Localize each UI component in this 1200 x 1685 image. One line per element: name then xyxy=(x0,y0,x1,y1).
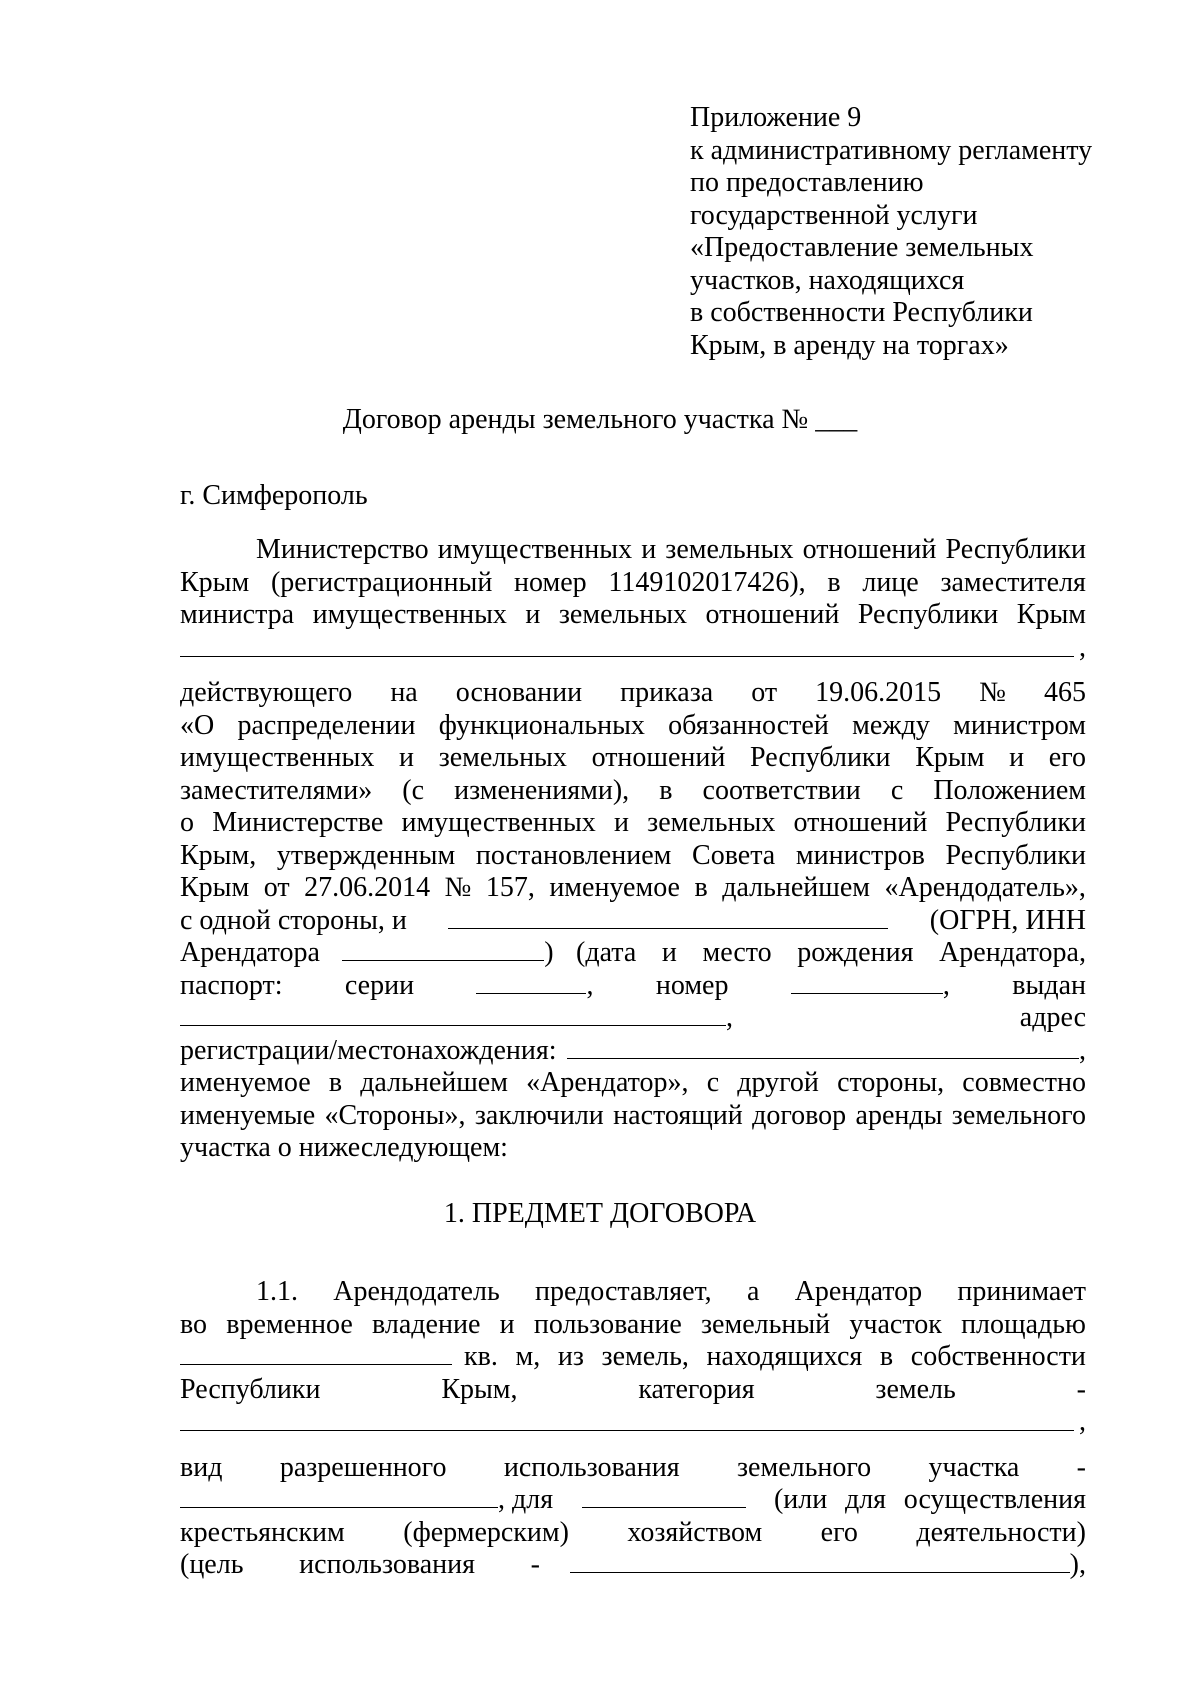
area-blank xyxy=(180,1342,452,1365)
word: от xyxy=(263,872,290,903)
word: 465 xyxy=(1043,677,1086,708)
word: Крым xyxy=(915,742,985,773)
word: договор xyxy=(752,1099,847,1131)
word: участка xyxy=(928,1451,1020,1483)
word: пользование xyxy=(533,1308,682,1340)
word: «Арендодатель», xyxy=(884,872,1086,903)
purpose-blank xyxy=(582,1485,746,1508)
word: и xyxy=(399,742,414,773)
word: временное xyxy=(226,1308,353,1340)
word: совместно xyxy=(962,1067,1086,1098)
word: именуемое xyxy=(549,872,680,903)
text-line xyxy=(180,534,1086,567)
word: и xyxy=(1009,742,1025,773)
word: министром xyxy=(953,709,1086,741)
word: Министерство xyxy=(256,534,429,565)
text-line xyxy=(180,1341,1086,1374)
word: площадью xyxy=(961,1308,1086,1340)
text-line xyxy=(180,1549,1086,1582)
word: предоставляет, xyxy=(535,1276,712,1307)
word: на xyxy=(390,677,418,708)
word: функциональных xyxy=(438,709,645,741)
city: г. Симферополь xyxy=(180,480,368,511)
word: соответствии xyxy=(702,774,861,806)
word: земельного xyxy=(737,1451,872,1483)
text-line xyxy=(180,937,1086,970)
word: Республики xyxy=(945,839,1086,871)
word: Арендатор xyxy=(794,1276,923,1307)
punctuation: , xyxy=(1079,1406,1086,1437)
word: Арендатора, xyxy=(939,937,1086,968)
word: заместителя xyxy=(940,566,1086,598)
appendix-line: Приложение 9 xyxy=(690,102,862,133)
text-segment xyxy=(180,1549,540,1582)
word: вид xyxy=(180,1451,223,1483)
word: и xyxy=(499,1308,515,1340)
word: распределении xyxy=(237,709,416,741)
word: - xyxy=(1076,1373,1086,1405)
word: земель, xyxy=(601,1341,689,1372)
word: для xyxy=(844,1484,887,1515)
word: между xyxy=(852,709,930,741)
word: во xyxy=(180,1308,208,1340)
word: именуемые xyxy=(180,1099,316,1131)
word: Арендодатель xyxy=(333,1276,500,1307)
word: Крым, xyxy=(180,839,257,871)
word: именуемое xyxy=(180,1067,311,1098)
appendix-line: «Предоставление земельных xyxy=(690,232,1034,263)
word: земельных xyxy=(558,599,688,630)
text-line xyxy=(180,1517,1086,1550)
word: постановлением xyxy=(475,839,672,871)
text-segment: с одной стороны, и xyxy=(180,904,407,936)
word: действующего xyxy=(180,677,353,708)
word: земельный xyxy=(701,1308,831,1340)
word: о xyxy=(180,807,194,838)
word: его xyxy=(820,1516,858,1548)
tenant-ogrn-blank xyxy=(342,938,544,961)
word: осуществления xyxy=(903,1484,1086,1515)
word: 157, xyxy=(485,872,535,903)
word: - xyxy=(1076,1451,1086,1483)
word: Положением xyxy=(933,774,1086,806)
word: земельных xyxy=(647,807,776,838)
passport-series-blank xyxy=(476,971,586,994)
text-segment: серии xyxy=(344,969,415,1001)
word: деятельности) xyxy=(916,1516,1086,1548)
word: находящихся xyxy=(706,1341,863,1372)
use-purpose-blank xyxy=(570,1550,1070,1573)
appendix-header xyxy=(690,102,1110,362)
word: в xyxy=(827,566,841,598)
word: земель xyxy=(875,1373,956,1405)
word: - xyxy=(530,1549,540,1580)
word: аренды xyxy=(855,1099,943,1131)
text-segment: , для xyxy=(498,1484,554,1515)
word: Министерстве xyxy=(212,807,384,838)
word: земельных xyxy=(438,742,567,773)
text-line xyxy=(180,1035,1086,1068)
word: имущественных xyxy=(180,742,375,773)
word: использования xyxy=(299,1549,475,1580)
word: (или xyxy=(773,1484,828,1515)
word: участок xyxy=(849,1308,942,1340)
punctuation: , xyxy=(586,969,594,1001)
punctuation: , xyxy=(726,1002,733,1033)
text-line xyxy=(180,905,1086,938)
word: 19.06.2015 xyxy=(815,677,942,708)
word: имущественных xyxy=(401,807,596,838)
word: и xyxy=(661,937,677,968)
text-line xyxy=(180,807,1086,840)
word: крестьянским xyxy=(180,1516,345,1548)
word: дальнейшем xyxy=(722,872,870,903)
word: обязанностей xyxy=(668,709,829,741)
text-line xyxy=(180,872,1086,905)
text-line xyxy=(180,677,1086,710)
text-segment xyxy=(774,1484,1086,1517)
word: заместителями» xyxy=(180,774,373,806)
word: министра xyxy=(180,599,295,630)
word: отношений xyxy=(802,534,937,565)
word: в xyxy=(879,1341,894,1372)
punctuation: ) xyxy=(544,937,554,968)
word: из xyxy=(557,1341,584,1372)
word: Республики xyxy=(750,742,891,773)
word: Республики xyxy=(180,1373,321,1405)
word: № xyxy=(444,872,472,903)
blank-rule xyxy=(180,656,1074,657)
text-line xyxy=(180,970,1086,1003)
word: и xyxy=(613,807,629,838)
word: место xyxy=(702,937,772,968)
text-line xyxy=(180,1452,1086,1485)
word: имущественных xyxy=(437,534,633,565)
word: м, xyxy=(515,1341,541,1372)
text-line xyxy=(180,742,1086,775)
blank-rule xyxy=(180,1430,1074,1431)
word: стороны, xyxy=(837,1067,945,1098)
text-line xyxy=(180,840,1086,873)
land-category-blank xyxy=(180,1406,1086,1439)
word: (с xyxy=(402,774,425,806)
document-title: Договор аренды земельного участка № ___ xyxy=(342,404,858,435)
punctuation: ), xyxy=(1069,1549,1086,1580)
word: (регистрационный xyxy=(270,566,493,598)
text-line xyxy=(180,1484,1086,1517)
punctuation: , xyxy=(942,969,950,1001)
text-line xyxy=(180,1100,1086,1133)
word: (дата xyxy=(576,937,637,968)
appendix-line: к административному регламенту xyxy=(690,134,1093,166)
word: 1.1. xyxy=(256,1276,298,1307)
word: министров xyxy=(795,839,925,871)
word: Республики xyxy=(945,534,1086,565)
word: настоящий xyxy=(613,1099,743,1131)
text-line xyxy=(180,1067,1086,1100)
text-line xyxy=(180,1309,1086,1342)
word: отношений xyxy=(705,599,840,630)
word: Крым, xyxy=(441,1373,518,1405)
word: дальнейшем xyxy=(360,1067,508,1098)
word: с xyxy=(890,774,904,806)
word: «Арендатор», xyxy=(526,1067,689,1098)
section-1-body xyxy=(180,1276,1086,1582)
word: лице xyxy=(862,566,919,598)
word: владение xyxy=(372,1308,481,1340)
appendix-line: по предоставлению xyxy=(690,167,924,198)
word: рождения xyxy=(797,937,914,968)
word: его xyxy=(1048,742,1086,773)
word: и xyxy=(641,534,657,565)
word: утвержденным xyxy=(276,839,456,871)
text-segment: (ОГРН, ИНН xyxy=(929,904,1086,936)
word: в xyxy=(328,1067,343,1098)
word: Крым xyxy=(1016,599,1086,630)
word: а xyxy=(746,1276,760,1307)
text-segment: участка о нижеследующем: xyxy=(180,1132,508,1163)
text-segment: номер xyxy=(655,969,729,1001)
section-title: 1. ПРЕДМЕТ ДОГОВОРА xyxy=(443,1198,757,1229)
contract-preamble xyxy=(180,534,1086,1165)
word: в xyxy=(659,774,673,806)
appendix-line: государственной услуги xyxy=(690,199,978,231)
punctuation: , xyxy=(1079,1034,1086,1066)
text-segment: регистрации/местонахождения: xyxy=(180,1034,557,1066)
passport-issuer-blank xyxy=(180,1003,726,1026)
word: «Стороны», xyxy=(324,1099,466,1131)
word: (фермерским) xyxy=(403,1516,569,1548)
word: Совета xyxy=(692,839,776,871)
deputy-name-blank xyxy=(180,632,1086,665)
word: приказа xyxy=(620,677,714,708)
text-line xyxy=(180,567,1086,600)
appendix-line: в собственности Республики xyxy=(690,297,1033,328)
text-segment: паспорт: xyxy=(180,969,283,1001)
word: 1149102017426), xyxy=(608,566,806,598)
text-line xyxy=(180,710,1086,743)
passport-number-blank xyxy=(791,971,943,994)
word: основании xyxy=(455,677,583,708)
word: разрешенного xyxy=(279,1451,447,1483)
word: Республики xyxy=(857,599,999,630)
word: хозяйством xyxy=(627,1516,763,1548)
word: номер xyxy=(514,566,587,598)
permitted-use-blank xyxy=(180,1485,498,1508)
word: Республики xyxy=(945,807,1086,838)
appendix-line: участков, находящихся xyxy=(690,264,965,296)
word: и xyxy=(525,599,541,630)
text-segment: Арендатора xyxy=(180,937,320,968)
word: принимает xyxy=(957,1276,1086,1307)
appendix-line: Крым, в аренду на торгах» xyxy=(690,329,1009,361)
text-line xyxy=(180,1374,1086,1407)
text-line xyxy=(180,1276,1086,1309)
text-line xyxy=(180,1132,1086,1165)
word: в xyxy=(694,872,708,903)
word: от xyxy=(751,677,778,708)
word: изменениями), xyxy=(454,774,630,806)
word: другой xyxy=(737,1067,819,1098)
punctuation: , xyxy=(1079,631,1086,663)
text-line xyxy=(180,1002,1086,1035)
word: заключили xyxy=(474,1099,604,1131)
word: категория xyxy=(638,1373,755,1405)
word: земельного xyxy=(951,1099,1086,1131)
word: использования xyxy=(503,1451,680,1483)
text-line xyxy=(180,599,1086,632)
word: Крым xyxy=(180,872,250,903)
word: имущественных xyxy=(312,599,507,630)
word: 27.06.2014 xyxy=(304,872,431,903)
word: кв. xyxy=(464,1341,498,1372)
tenant-name-blank xyxy=(448,906,888,929)
word: (цель xyxy=(180,1549,244,1580)
text-segment: выдан xyxy=(1012,969,1086,1001)
word: «О xyxy=(180,709,215,741)
word: с xyxy=(706,1067,720,1098)
registration-address-blank xyxy=(567,1036,1079,1059)
word: собственности xyxy=(910,1341,1086,1372)
text-segment xyxy=(464,1341,1086,1374)
text-line xyxy=(180,775,1086,808)
word: Крым xyxy=(180,566,250,598)
word: № xyxy=(979,677,1006,708)
word: отношений xyxy=(591,742,726,773)
word: отношений xyxy=(793,807,928,838)
text-segment: адрес xyxy=(1019,1002,1086,1033)
word: земельных xyxy=(665,534,794,565)
text-segment xyxy=(576,937,1086,970)
